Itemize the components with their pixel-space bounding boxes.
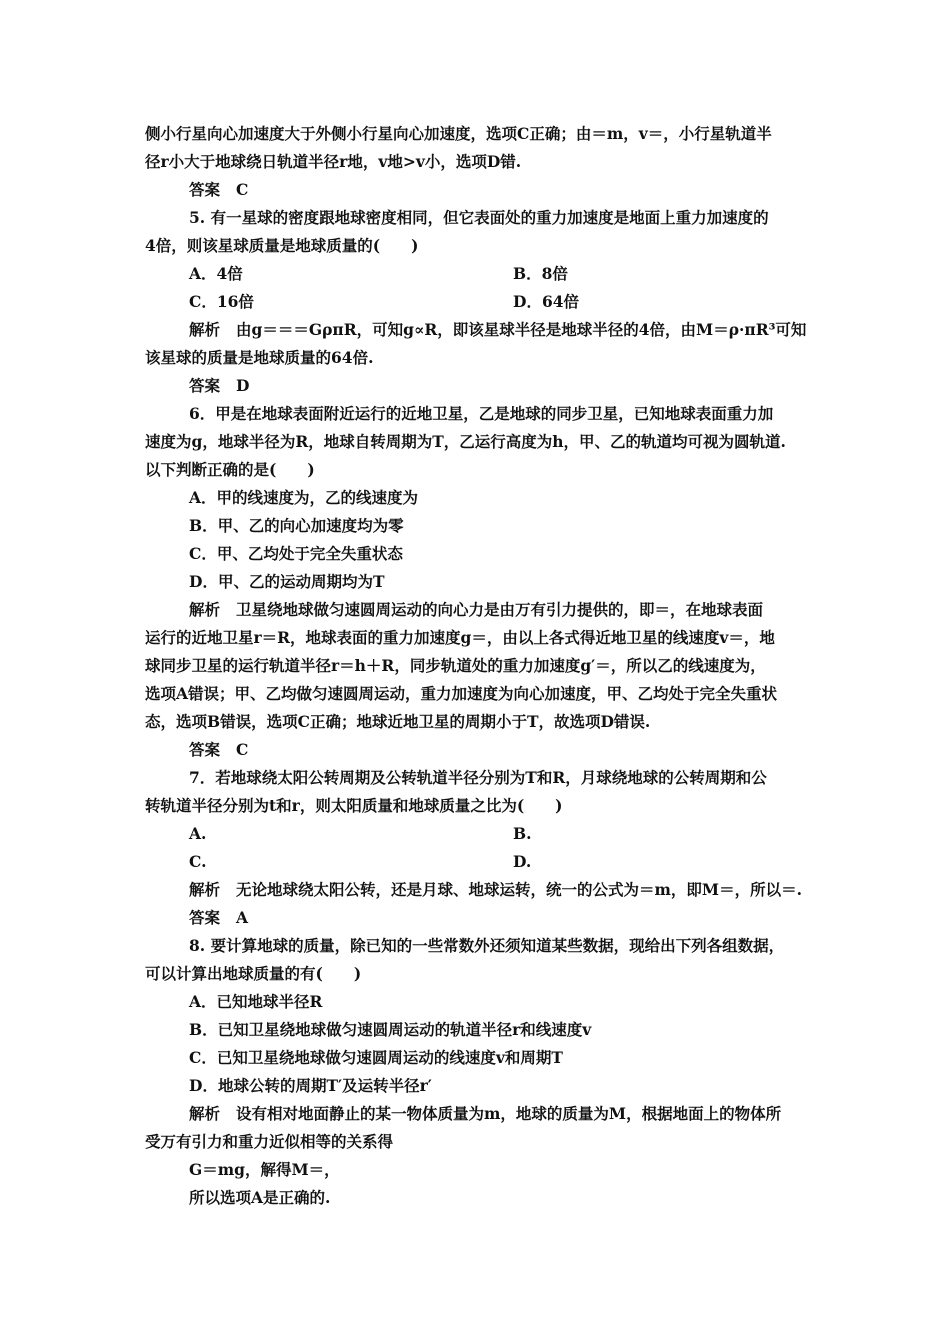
q5-answer [145, 372, 810, 400]
q5-options-ab [145, 260, 810, 288]
q5-option-a: A．4倍 [189, 264, 243, 283]
answer-value: D [236, 376, 250, 395]
q8-analysis-line-4: 所以选项A是正确的. [189, 1188, 331, 1207]
q5-option-c: C．16倍 [189, 292, 254, 311]
q8-stem-line-2: 可以计算出地球质量的有( ) [145, 964, 362, 983]
q6-analysis-line-4: 选项A错误；甲、乙均做匀速圆周运动，重力加速度为向心加速度，甲、乙均处于完全失重状 [145, 684, 778, 703]
q5-analysis-line-2: 该星球的质量是地球质量的64倍. [145, 348, 374, 367]
q7-answer [145, 904, 810, 932]
q6-option-a: A．甲的线速度为，乙的线速度为 [189, 488, 419, 507]
q5-option-b: B．8倍 [513, 264, 568, 283]
q7-option-a: A. [189, 824, 207, 843]
q6-analysis-line-3: 球同步卫星的运行轨道半径r＝h＋R，同步轨道处的重力加速度g′＝，所以乙的线速度为， [145, 656, 766, 675]
analysis-text: 卫星绕地球做匀速圆周运动的向心力是由万有引力提供的，即＝，在地球表面 [236, 600, 764, 619]
q4-analysis-line-1: 侧小行星向心加速度大于外侧小行星向心加速度，选项C正确；由＝m，v＝，小行星轨道半 [145, 124, 772, 143]
q8-analysis-line-3: G＝mg，解得M＝， [189, 1160, 340, 1179]
analysis-label: 解析 [189, 320, 221, 339]
analysis-label: 解析 [189, 880, 221, 899]
q8-option-d: D．地球公转的周期T′及运转半径r′ [189, 1076, 432, 1095]
answer-value: C [236, 180, 249, 199]
analysis-label: 解析 [189, 1104, 221, 1123]
q6-analysis-line-1 [145, 596, 810, 624]
q7-option-c: C. [189, 852, 207, 871]
q6-analysis-line-5: 态，选项B错误，选项C正确；地球近地卫星的周期小于T，故选项D错误. [145, 712, 651, 731]
q7-options-cd [145, 848, 810, 876]
q8-option-c: C．已知卫星绕地球做匀速圆周运动的线速度v和周期T [189, 1048, 563, 1067]
q8-stem-line-1: 8. 要计算地球的质量，除已知的一些常数外还须知道某些数据，现给出下列各组数据， [189, 936, 785, 955]
q7-option-d: D. [513, 852, 532, 871]
document-page [145, 120, 810, 1212]
q8-option-a: A．已知地球半径R [189, 992, 323, 1011]
q6-stem-line-1: 6．甲是在地球表面附近运行的近地卫星，乙是地球的同步卫星，已知地球表面重力加 [189, 404, 774, 423]
q6-option-b: B．甲、乙的向心加速度均为零 [189, 516, 404, 535]
analysis-text: 无论地球绕太阳公转，还是月球、地球运转，统一的公式为＝m，即M＝，所以＝. [236, 880, 802, 899]
answer-label: 答案 [189, 740, 221, 759]
q8-analysis-line-1 [145, 1100, 810, 1128]
q7-stem-line-2: 转轨道半径分别为t和r，则太阳质量和地球质量之比为( ) [145, 796, 563, 815]
analysis-text: 由g＝＝＝GρπR，可知g∝R，即该星球半径是地球半径的4倍，由M＝ρ·πR³可知 [236, 320, 807, 339]
analysis-text: 设有相对地面静止的某一物体质量为m，地球的质量为M，根据地面上的物体所 [236, 1104, 782, 1123]
analysis-label: 解析 [189, 600, 221, 619]
q7-option-b: B. [513, 824, 532, 843]
q6-option-d: D．甲、乙的运动周期均为T [189, 572, 385, 591]
q7-stem-line-1: 7．若地球绕太阳公转周期及公转轨道半径分别为T和R，月球绕地球的公转周期和公 [189, 768, 767, 787]
answer-value: A [236, 908, 249, 927]
q6-analysis-line-2: 运行的近地卫星r＝R，地球表面的重力加速度g＝，由以上各式得近地卫星的线速度v＝，地 [145, 628, 775, 647]
q6-answer [145, 736, 810, 764]
q7-analysis-line-1 [145, 876, 810, 904]
q7-options-ab [145, 820, 810, 848]
q8-analysis-line-2: 受万有引力和重力近似相等的关系得 [145, 1132, 394, 1151]
q5-option-d: D．64倍 [513, 292, 580, 311]
answer-value: C [236, 740, 249, 759]
q5-stem-line-1: 5. 有一星球的密度跟地球密度相同，但它表面处的重力加速度是地面上重力加速度的 [189, 208, 769, 227]
q4-answer [145, 176, 810, 204]
q5-analysis-line-1 [145, 316, 810, 344]
q6-stem-line-2: 速度为g，地球半径为R，地球自转周期为T，乙运行高度为h，甲、乙的轨道均可视为圆轨道. [145, 432, 786, 451]
q8-option-b: B．已知卫星绕地球做匀速圆周运动的轨道半径r和线速度v [189, 1020, 592, 1039]
q5-options-cd [145, 288, 810, 316]
q5-stem-line-2: 4倍，则该星球质量是地球质量的( ) [145, 236, 419, 255]
q4-analysis-line-2: 径r小大于地球绕日轨道半径r地，v地>v小，选项D错. [145, 152, 522, 171]
answer-label: 答案 [189, 376, 221, 395]
answer-label: 答案 [189, 908, 221, 927]
answer-label: 答案 [189, 180, 221, 199]
q6-stem-line-3: 以下判断正确的是( ) [145, 460, 315, 479]
q6-option-c: C．甲、乙均处于完全失重状态 [189, 544, 403, 563]
